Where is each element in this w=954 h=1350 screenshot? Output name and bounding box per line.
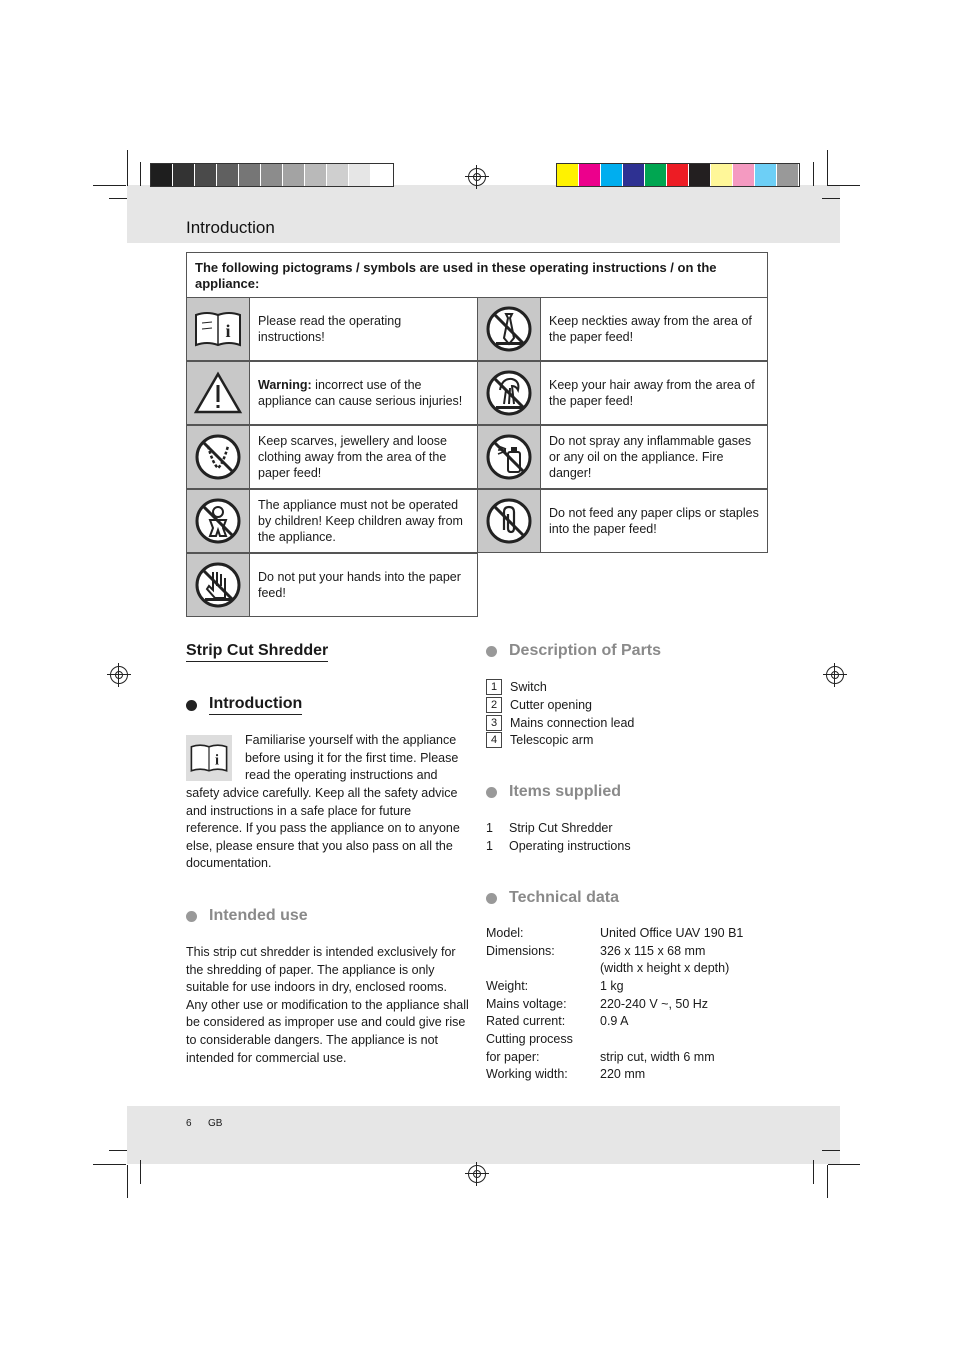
section-title: Items supplied	[509, 783, 622, 800]
section-title: Technical data	[509, 889, 619, 906]
no-spray-icon	[477, 425, 541, 489]
crop-mark	[827, 150, 828, 186]
color-swatch	[327, 164, 349, 186]
part-label: Telescopic arm	[510, 733, 594, 747]
section-heading-intended-use	[186, 907, 308, 925]
pictogram-text	[249, 361, 478, 425]
text-line: Familiarise yourself with the appliance	[245, 733, 457, 747]
pictogram-text: Do not feed any paper clips or staples into the paper feed!	[540, 489, 768, 553]
crop-mark	[813, 1160, 814, 1184]
color-swatch	[349, 164, 371, 186]
part-label: Mains connection lead	[510, 716, 635, 730]
tech-label: Weight:	[486, 979, 529, 993]
crop-mark	[127, 1165, 128, 1198]
bullet-dot	[486, 787, 497, 798]
color-swatch	[217, 164, 239, 186]
section-heading-parts	[486, 642, 661, 660]
pictogram-table-heading: The following pictograms / symbols are used in these operating instructions / on the appliance:	[186, 252, 768, 298]
color-swatch	[689, 164, 711, 186]
pictogram-text: Keep neckties away from the area of the paper feed!	[540, 297, 768, 361]
warning-label: Warning:	[258, 378, 312, 392]
item-label: Operating instructions	[509, 839, 631, 853]
color-swatch	[623, 164, 645, 186]
color-swatch	[645, 164, 667, 186]
color-swatch	[151, 164, 173, 186]
bullet-dot	[486, 646, 497, 657]
warning-triangle-icon	[186, 361, 250, 425]
page-number: 6	[186, 1118, 192, 1129]
text-line: before using it for the first time. Please	[245, 750, 459, 765]
part-number: 3	[486, 715, 502, 731]
tech-label: Rated current:	[486, 1014, 566, 1028]
svg-text:i: i	[215, 752, 219, 769]
section-heading-technical-data	[486, 889, 619, 907]
part-number: 1	[486, 679, 502, 695]
crop-mark	[109, 1150, 127, 1151]
tech-label: Mains voltage:	[486, 997, 567, 1011]
intro-text-beside-icon	[245, 732, 470, 785]
color-swatch	[195, 164, 217, 186]
section-title: Intended use	[209, 907, 308, 924]
color-swatch	[667, 164, 689, 186]
color-swatch	[305, 164, 327, 186]
bullet-dot	[186, 911, 197, 922]
crop-mark	[813, 162, 814, 186]
list-item	[486, 697, 592, 713]
list-item	[486, 732, 593, 748]
registration-mark-icon	[826, 666, 844, 684]
crop-mark	[827, 1165, 828, 1198]
intro-text: safety advice carefully. Keep all the safety advice and instructions in a safe place for future reference. If you pass the appliance on to anyone else, please ensure that you also pass on all the documentation.	[186, 786, 460, 871]
language-code: GB	[208, 1118, 223, 1129]
bullet-dot	[186, 700, 197, 711]
section-title: Introduction	[209, 695, 302, 715]
tech-value: 220 mm	[600, 1067, 646, 1081]
tech-label: Working width:	[486, 1067, 568, 1081]
section-title: Description of Parts	[509, 642, 662, 659]
tech-label: Cutting process	[486, 1032, 573, 1046]
manual-info-icon	[186, 735, 232, 781]
crop-mark	[93, 1164, 126, 1165]
text-line: read the operating instructions and	[245, 768, 438, 783]
color-swatch	[239, 164, 261, 186]
tech-label: Model:	[486, 926, 524, 940]
no-necktie-icon	[477, 297, 541, 361]
crop-mark	[822, 1150, 840, 1151]
crop-mark	[140, 162, 141, 186]
no-hair-icon	[477, 361, 541, 425]
item-qty: 1	[486, 821, 493, 835]
tech-label: for paper:	[486, 1050, 540, 1064]
registration-mark-icon	[468, 1165, 486, 1183]
manual-info-icon	[186, 297, 250, 361]
crop-mark	[140, 1160, 141, 1184]
tech-value: 1 kg	[600, 979, 624, 993]
tech-value: 0.9 A	[600, 1014, 629, 1028]
bullet-dot	[486, 893, 497, 904]
registration-mark-icon	[110, 666, 128, 684]
crop-mark	[109, 198, 127, 199]
color-swatch	[173, 164, 195, 186]
pictogram-text: Do not put your hands into the paper feed!	[249, 553, 478, 617]
svg-text:i: i	[225, 321, 231, 341]
pictogram-text: Keep your hair away from the area of the paper feed!	[540, 361, 768, 425]
item-qty: 1	[486, 839, 493, 853]
crop-mark	[828, 1164, 860, 1165]
part-label: Switch	[510, 680, 547, 694]
color-swatch	[557, 164, 579, 186]
pictogram-text: The appliance must not be operated by children! Keep children away from the appliance.	[249, 489, 478, 553]
tech-value: United Office UAV 190 B1	[600, 926, 744, 940]
color-swatch	[601, 164, 623, 186]
list-item	[486, 679, 547, 695]
tech-value: 326 x 115 x 68 mm	[600, 944, 706, 958]
section-heading-items-supplied	[486, 783, 621, 801]
list-item	[486, 715, 634, 731]
crop-mark	[828, 185, 860, 186]
tech-value: 220-240 V ~, 50 Hz	[600, 997, 709, 1011]
color-swatch	[711, 164, 733, 186]
part-number: 4	[486, 732, 502, 748]
crop-mark	[822, 198, 840, 199]
no-hands-icon	[186, 553, 250, 617]
registration-mark-icon	[468, 168, 486, 186]
color-swatch	[283, 164, 305, 186]
color-swatch	[579, 164, 601, 186]
tech-value: (width x height x depth)	[600, 961, 730, 975]
crop-mark	[127, 150, 128, 186]
no-children-icon	[186, 489, 250, 553]
no-paperclip-icon	[477, 489, 541, 553]
footer-band	[127, 1106, 840, 1164]
pictogram-text: Please read the operating instructions!	[249, 297, 478, 361]
color-swatch	[371, 164, 393, 186]
no-jewellery-icon	[186, 425, 250, 489]
pictogram-text: Keep scarves, jewellery and loose clothing away from the area of the paper feed!	[249, 425, 478, 489]
pictogram-text: Do not spray any inflammable gases or any oil on the appliance. Fire danger!	[540, 425, 768, 489]
color-swatch	[733, 164, 755, 186]
tech-value: strip cut, width 6 mm	[600, 1050, 715, 1064]
item-label: Strip Cut Shredder	[509, 821, 613, 835]
color-swatch	[777, 164, 799, 186]
warning-text: incorrect use of the appliance can cause serious injuries!	[258, 378, 463, 408]
part-number: 2	[486, 697, 502, 713]
product-title: Strip Cut Shredder	[186, 642, 328, 662]
color-swatch	[755, 164, 777, 186]
crop-mark	[93, 185, 126, 186]
tech-label: Dimensions:	[486, 944, 555, 958]
page-title: Introduction	[186, 218, 275, 237]
intended-use-text: This strip cut shredder is intended exclusively for the shredding of paper. The appliance is only suitable for use indoors in dry, enclosed rooms. Any other use or modification to the appliance shall be considered as improper use and could give rise to considerable dangers. The appliance is not intended for commercial use.	[186, 945, 469, 1065]
color-swatch	[261, 164, 283, 186]
part-label: Cutter opening	[510, 698, 593, 712]
section-heading-introduction	[186, 695, 302, 715]
